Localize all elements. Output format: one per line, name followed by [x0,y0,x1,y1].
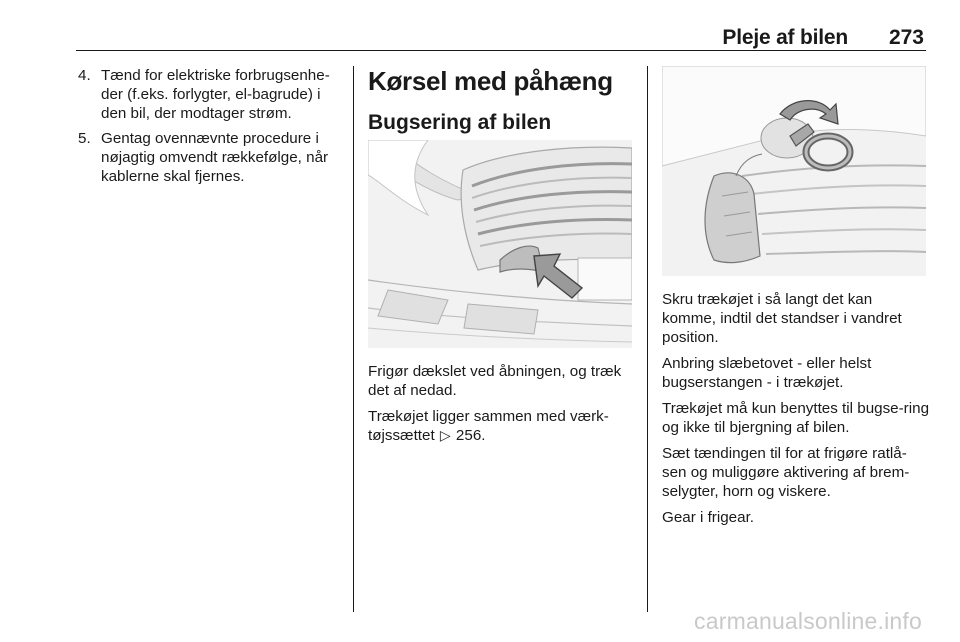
tow-eye-installation-illustration-icon [662,66,926,276]
paragraph: Gear i frigear. [662,509,755,526]
step-list [78,66,343,186]
step-number: 5. [78,130,91,147]
paragraph [368,407,636,445]
arrow-reference-icon: ▷ [439,427,451,443]
section-subheading: Bugsering af bilen [368,111,552,134]
step-text: Tænd for elektriske forbrugsenhe-der (f.eks. forlygter, el-bagrude) i den bil, der modtager strøm. [101,67,330,122]
paragraph: Frigør dækslet ved åbningen, og træk det af nedad. [368,363,622,399]
paragraph: Anbring slæbetovet - eller helst bugserstangen - i trækøjet. [662,355,872,391]
column-2-text [368,362,636,452]
paragraph-text: Trækøjet ligger sammen med værk-tøjssættet [368,408,609,444]
paragraph: Trækøjet må kun benyttes til bugse-ring og ikke til bjergning af bilen. [662,400,930,436]
column-1 [78,66,343,192]
watermark: carmanualsonline.info [694,608,922,634]
column-divider-left [353,66,354,612]
bumper-cover-arrow-illustration-icon [368,140,632,348]
page-number: 273 [888,26,924,49]
paragraph: Skru trækøjet i så langt det kan komme, indtil det standser i vandret position. [662,291,902,346]
column-2 [368,66,634,136]
step-number: 4. [78,67,91,84]
column-divider-right [647,66,648,612]
step-text: Gentag ovennævnte procedure i nøjagtig omvendt rækkefølge, når kablerne skal fjernes. [101,130,329,185]
section-heading: Kørsel med påhæng [368,66,613,96]
page-header-title: Pleje af bilen [722,26,848,49]
paragraph: Sæt tændingen til for at frigøre ratlå-sen og muliggøre aktivering af brem-selygter, horn og viskere. [662,445,910,500]
page-reference[interactable]: 256. [455,427,486,444]
list-item [78,66,343,123]
column-3-text [662,290,930,534]
header-divider [76,50,926,51]
list-item [78,129,343,186]
